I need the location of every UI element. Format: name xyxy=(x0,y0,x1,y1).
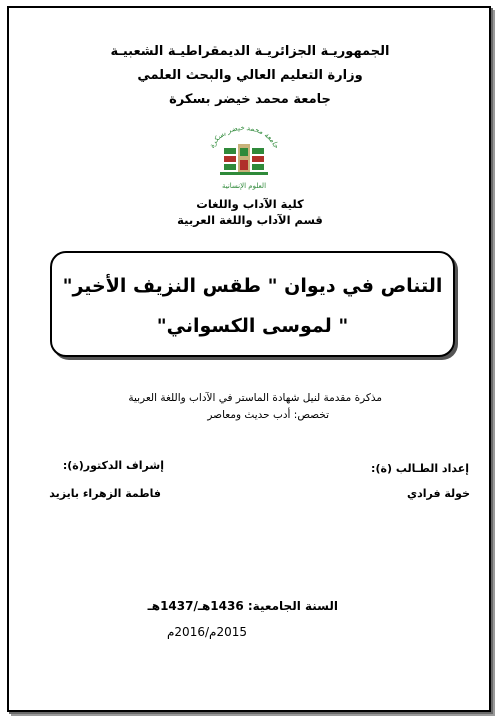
university-crest-icon xyxy=(198,126,290,192)
department-name: قسم الآداب واللغة العربية xyxy=(177,213,323,227)
supervisor-name: فاطمة الزهراء بايزيد xyxy=(49,487,161,500)
academic-year-hijri: السنة الجامعية: 1436هـ/1437هـ xyxy=(147,599,338,613)
academic-year-gregorian: 2015م/2016م xyxy=(166,625,247,639)
thesis-specialty: تخصص: أدب حديث ومعاصر xyxy=(207,409,329,421)
ministry-heading: وزارة التعليم العالي والبحث العلمي xyxy=(137,68,363,83)
thesis-purpose: مذكرة مقدمة لنيل شهادة الماستر في الآداب واللغة العربية xyxy=(128,392,382,404)
thesis-title-line-2: " لموسى الكسواني" xyxy=(156,315,349,337)
university-heading: جامعة محمد خيضر بسكرة xyxy=(169,92,331,107)
thesis-title-box xyxy=(50,251,455,357)
republic-heading: الجمهوريـة الجزائريـة الديمقراطيـة الشعبيـة xyxy=(110,44,390,59)
supervisor-label: إشراف الدكتور(ة): xyxy=(62,459,164,472)
faculty-name: كلية الآداب واللغات xyxy=(196,197,304,211)
thesis-title-line-1: التناص في ديوان " طقس النزيف الأخير" xyxy=(62,275,443,297)
student-name: خولة فرادي xyxy=(407,487,470,500)
student-label: إعداد الطـالب (ة): xyxy=(371,462,469,475)
logo-base-text: العلوم الإنسانية xyxy=(221,182,267,190)
logo-arc-text: جامعة محمد خيضر بسكرة xyxy=(207,126,281,150)
